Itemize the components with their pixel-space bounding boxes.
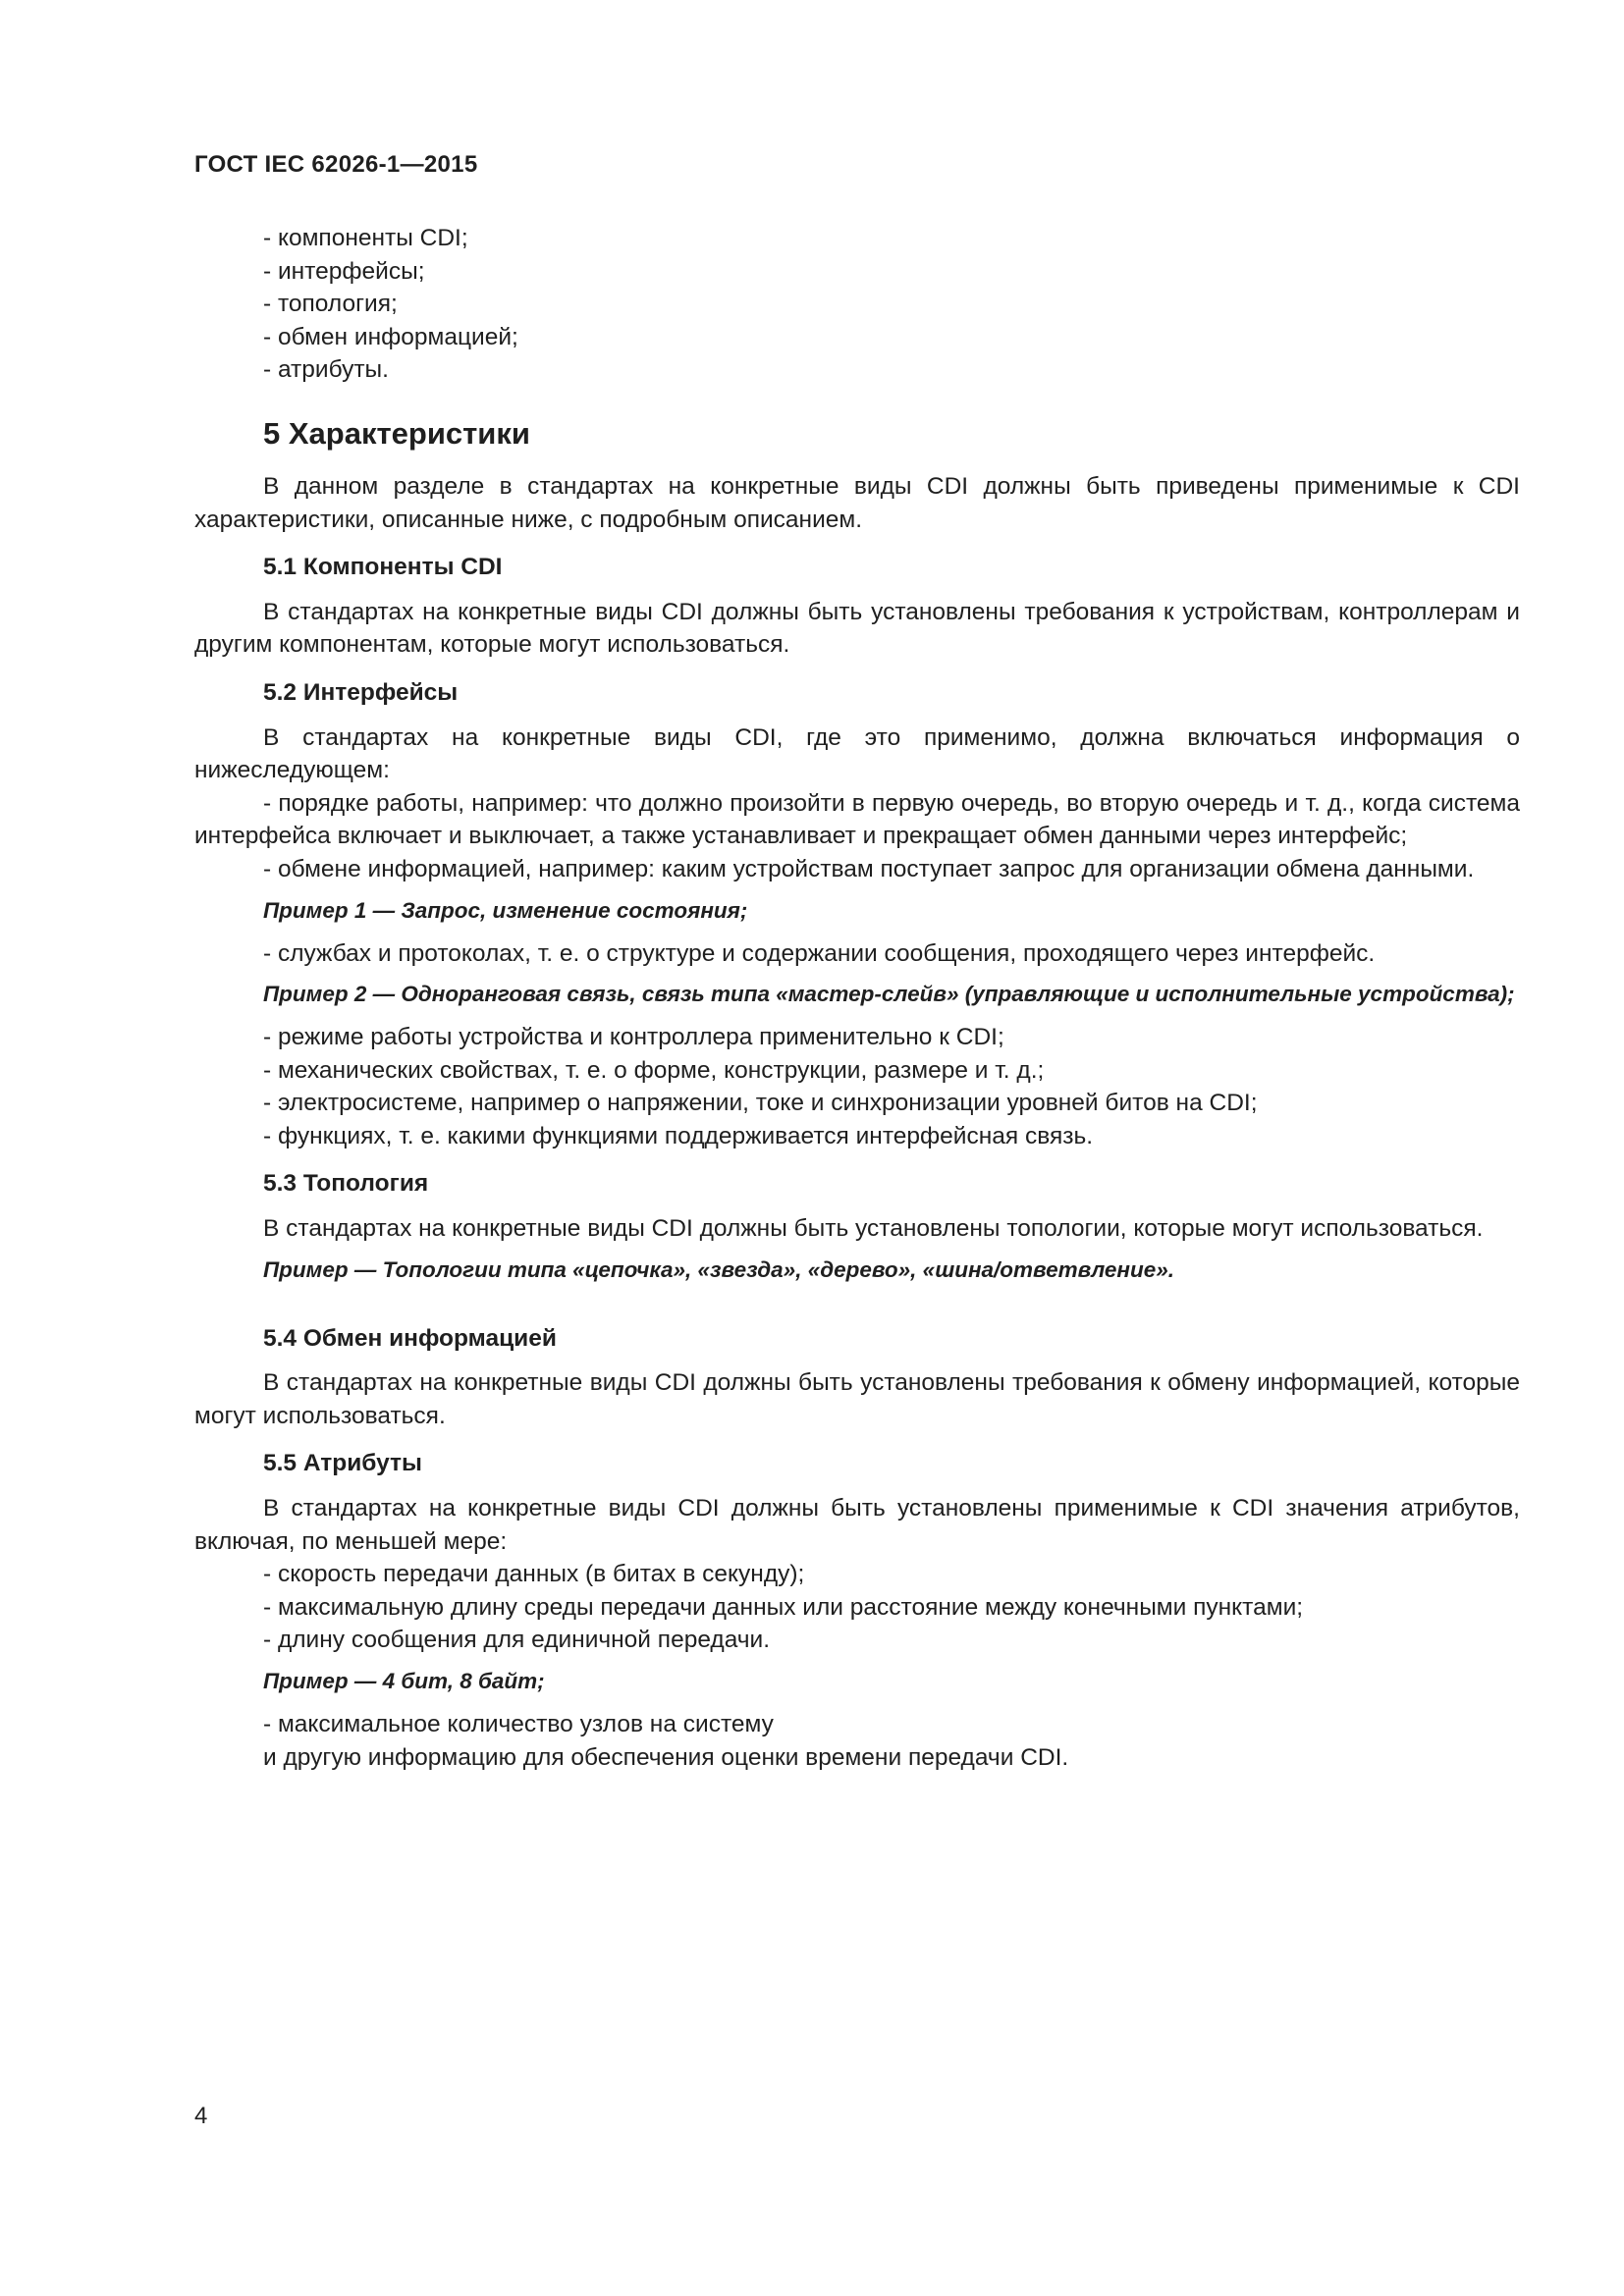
document-header: ГОСТ IEC 62026-1—2015 — [194, 151, 478, 178]
list-item: - электросистеме, например о напряжении, токе и синхронизации уровней битов на CDI; — [263, 1090, 1258, 1117]
closing-text: и другую информацию для обеспечения оценки времени передачи CDI. — [263, 1743, 1069, 1771]
example-1: Пример 1 — Запрос, изменение состояния; — [263, 897, 748, 923]
list-item: - максимальную длину среды передачи данных или расстояние между конечными пунктами; — [263, 1593, 1304, 1621]
list-item: - механических свойствах, т. е. о форме, конструкции, размере и т. д.; — [263, 1056, 1045, 1084]
list-item: - компоненты CDI; — [263, 225, 468, 251]
list-item: - функциях, т. е. какими функциями поддерживается интерфейсная связь. — [263, 1122, 1094, 1149]
intro-list — [194, 222, 1520, 387]
example-topology: Пример — Топологии типа «цепочка», «звезда», «дерево», «шина/ответвление». — [263, 1256, 1175, 1282]
list-item: - интерфейсы; — [263, 257, 425, 285]
document-body — [194, 222, 1520, 1774]
section-5-4-paragraph: В стандартах на конкретные виды CDI должны быть установлены требования к обмену информацией, которые могут использоваться. — [194, 1369, 1520, 1429]
section-heading-5-1: 5.1 Компоненты CDI — [263, 554, 503, 581]
section-heading-5-4: 5.4 Обмен информацией — [263, 1324, 557, 1352]
section-5-3-paragraph: В стандартах на конкретные виды CDI должны быть установлены топологии, которые могут использоваться. — [263, 1215, 1484, 1243]
section-heading-5: 5 Характеристики — [263, 415, 530, 451]
section-5-2-list — [194, 1021, 1520, 1152]
example-2: Пример 2 — Одноранговая связь, связь типа «мастер-слейв» (управляющие и исполнительные устройства); — [263, 982, 1515, 1007]
section-5-5-list — [194, 1558, 1520, 1657]
section-heading-5-5: 5.5 Атрибуты — [263, 1450, 422, 1477]
list-item: - топология; — [263, 291, 398, 318]
list-item: - обмен информацией; — [263, 323, 518, 350]
list-item: - атрибуты. — [263, 356, 389, 384]
section-5-5-paragraph: В стандартах на конкретные виды CDI должны быть установлены применимые к CDI значения атрибутов, включая, по меньшей мере: — [194, 1495, 1520, 1555]
list-item: - порядке работы, например: что должно произойти в первую очередь, во вторую очередь и т. д., когда система интерфейса включает и выключает, а также устанавливает и прекращает обмен данными через интерфейс; — [194, 789, 1520, 850]
list-item: - максимальное количество узлов на систему — [263, 1711, 774, 1737]
section-5-5-closing — [194, 1708, 1520, 1774]
section-5-1-paragraph: В стандартах на конкретные виды CDI должны быть установлены требования к устройствам, контроллерам и другим компонентам, которые могут использоваться. — [194, 598, 1520, 659]
section-heading-5-2: 5.2 Интерфейсы — [263, 678, 459, 706]
list-item: - длину сообщения для единичной передачи. — [263, 1627, 771, 1654]
section-heading-5-3: 5.3 Топология — [263, 1170, 429, 1198]
list-item: - обмене информацией, например: каким устройствам поступает запрос для организации обмена данными. — [263, 855, 1475, 882]
example-attributes: Пример — 4 бит, 8 байт; — [263, 1669, 545, 1693]
section-5-paragraph: В данном разделе в стандартах на конкретные виды CDI должны быть приведены применимые к CDI характеристики, описанные ниже, с подробным описанием. — [194, 472, 1520, 533]
list-item: - режиме работы устройства и контроллера применительно к CDI; — [263, 1024, 1004, 1051]
page-number: 4 — [194, 2103, 208, 2129]
list-item: - службах и протоколах, т. е. о структуре и содержании сообщения, проходящего через интерфейс. — [263, 939, 1376, 967]
list-item: - скорость передачи данных (в битах в секунду); — [263, 1561, 805, 1588]
section-5-2-paragraph: В стандартах на конкретные виды CDI, где это применимо, должна включаться информация о нижеследующем: — [194, 723, 1520, 784]
